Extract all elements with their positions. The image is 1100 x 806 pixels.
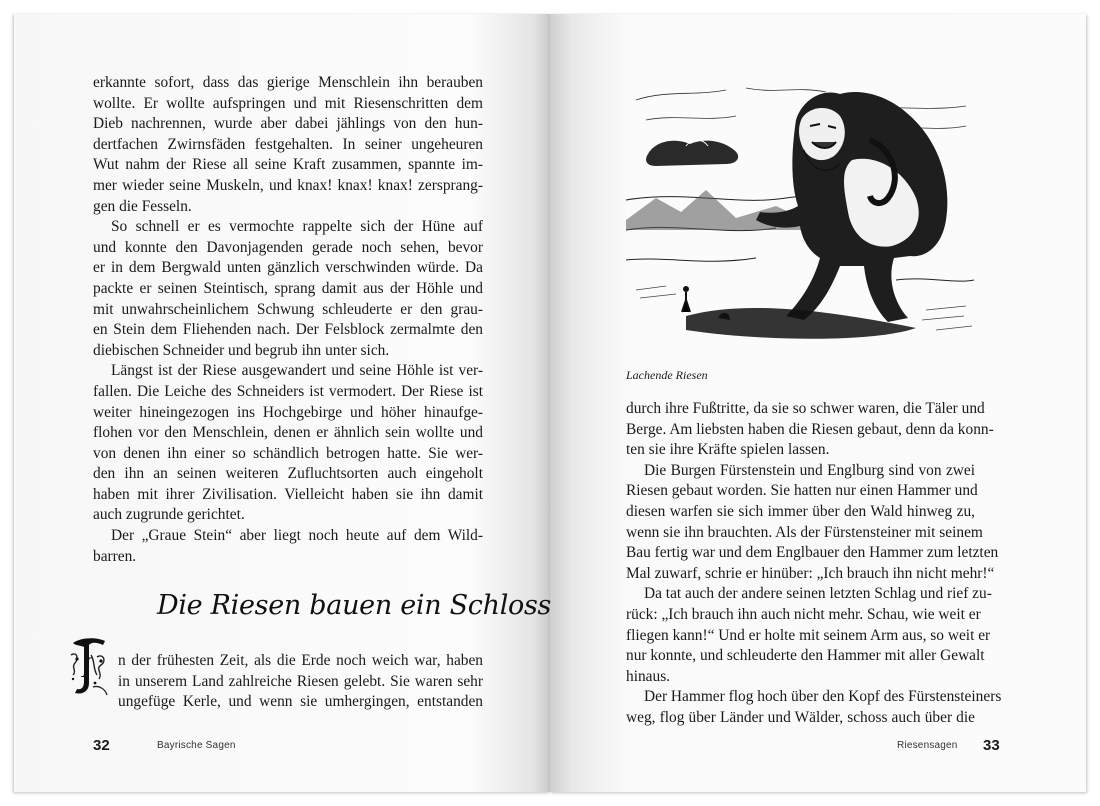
dropcap-letter: I bbox=[81, 651, 91, 684]
text-line: Längst ist der Riese ausgewandert und seine Höhle ist ver- bbox=[111, 362, 483, 380]
text-line: er in dem Bergwald unten gänzlich verschwinden würde. Da bbox=[93, 259, 483, 277]
text-line: erkannte sofort, dass das gierige Menschlein ihn berauben bbox=[93, 74, 483, 91]
text-line: n der frühesten Zeit, als die Erde noch weich war, haben bbox=[118, 652, 483, 669]
text-line: So schnell er es vermochte rappelte sich der Hüne auf bbox=[111, 218, 483, 236]
right-body-text bbox=[626, 399, 1002, 729]
text-line: in unserem Land zahlreiche Riesen gelebt. Sie waren sehr bbox=[118, 672, 483, 690]
text-line: wenn sie ihn brauchten. Als der Fürstensteiner mit seinem bbox=[626, 523, 983, 541]
text-line: Die Burgen Fürstenstein und Englburg sind von zwei bbox=[644, 461, 975, 479]
paragraph bbox=[93, 217, 483, 361]
text-line: diesen warfen sie sich immer über den Wald hinweg zu, bbox=[626, 502, 975, 520]
left-body-text bbox=[93, 73, 483, 567]
text-line: haben mit ihrer Zivilisation. Vielleicht haben sie ihn damit bbox=[93, 485, 483, 503]
dropcap-ornament bbox=[67, 635, 111, 699]
dropcap-paragraph bbox=[118, 651, 483, 713]
text-line: weiter hineingezogen ins Hochgebirge und höher hinaufge- bbox=[93, 403, 483, 421]
text-line: Mal zuwarf, schrie er hinüber: „Ich brauch ihn nicht mehr!“ bbox=[626, 564, 995, 582]
paragraph bbox=[93, 361, 483, 526]
text-line: gen die Fesseln. bbox=[93, 197, 192, 215]
page-number-left: 32 bbox=[93, 737, 110, 754]
chapter-heading: Die Riesen bauen ein Schloss bbox=[157, 590, 552, 621]
text-line: Der „Graue Stein“ aber liegt noch heute auf dem Wild- bbox=[111, 527, 483, 545]
text-line: Bau fertig war und dem Englbauer den Hammer zum letzten bbox=[626, 544, 999, 562]
paragraph bbox=[93, 73, 483, 217]
paragraph bbox=[93, 526, 483, 567]
paragraph bbox=[626, 461, 999, 585]
text-line: von denen ihn einer so schändlich betrogen hatte. Sie wer- bbox=[93, 444, 483, 462]
text-line: Da tat auch der andere seinen letzten Schlag und rief zu- bbox=[644, 585, 992, 603]
text-line: ungefüge Kerle, und wenn sie umhergingen, entstanden bbox=[118, 693, 483, 711]
paragraph bbox=[626, 687, 1002, 728]
giant-illustration bbox=[626, 80, 974, 356]
text-line: hinaus. bbox=[626, 667, 671, 685]
text-line: fallen. Die Leiche des Schneiders ist vermodert. Der Riese ist bbox=[93, 382, 483, 400]
paragraph bbox=[626, 399, 994, 461]
text-line: Dieb nachrennen, wurde aber dabei jählings von den hun- bbox=[93, 115, 483, 133]
text-line: rück: „Ich brauch ihn auch nicht mehr. Schau, wie weit er bbox=[626, 605, 981, 623]
text-line: mit unwahrscheinlichem Schwung schleuderte er den grau- bbox=[93, 300, 483, 318]
text-line: durch ihre Fußtritte, da sie so schwer waren, die Täler und bbox=[626, 400, 985, 417]
text-line: ten sie ihre Kräfte spielen lassen. bbox=[626, 441, 830, 459]
running-title-left: Bayrische Sagen bbox=[157, 740, 236, 751]
text-line: packte er seinen Steintisch, sprang damit aus der Höhle und bbox=[93, 279, 483, 297]
text-line: wollte. Er wollte aufspringen und mit Riesenschritten dem bbox=[93, 94, 483, 112]
text-line: und konnte den Davonjagenden gerade noch sehen, bevor bbox=[93, 238, 483, 256]
text-line: barren. bbox=[93, 547, 137, 565]
paragraph bbox=[626, 584, 992, 687]
page-number-right: 33 bbox=[983, 737, 1000, 754]
text-line: mer wieder seine Muskeln, und knax! knax! knax! zersprang- bbox=[93, 176, 483, 194]
text-line: weg, flog über Länder und Wälder, schoss auch über die bbox=[626, 708, 975, 726]
running-title-right: Riesensagen bbox=[897, 740, 958, 751]
text-line: flohen vor den Menschlein, denen er ähnlich sein wollte und bbox=[93, 424, 483, 442]
text-line: Wut nahm der Riese all seine Kraft zusammen, spannte im- bbox=[93, 156, 483, 174]
figure-caption: Lachende Riesen bbox=[626, 368, 708, 382]
text-line: fliegen kann!“ Und er holte mit seinem Arm aus, so weit er bbox=[626, 626, 991, 644]
text-line: diebischen Schneider und begrub ihn unter sich. bbox=[93, 341, 390, 359]
text-line: Der Hammer flog hoch über den Kopf des Fürstensteiners bbox=[644, 688, 1002, 706]
text-line: en Stein dem Fliehenden nach. Der Felsblock zermalmte den bbox=[93, 321, 483, 339]
text-line: Berge. Am liebsten haben die Riesen gebaut, denn da konn- bbox=[626, 420, 994, 438]
text-line: Riesen gebaut worden. Sie hatten nur einen Hammer und bbox=[626, 482, 978, 500]
text-line: dertfachen Zwirnsfäden festgehalten. In seiner ungeheuren bbox=[93, 135, 483, 153]
text-line: auch zugrunde gerichtet. bbox=[93, 506, 245, 524]
text-line: den ihn an seinen weiteren Zufluchtsorten auch eingeholt bbox=[93, 465, 483, 483]
text-line: nur konnte, und schleuderte den Hammer mit aller Gewalt bbox=[626, 647, 985, 665]
